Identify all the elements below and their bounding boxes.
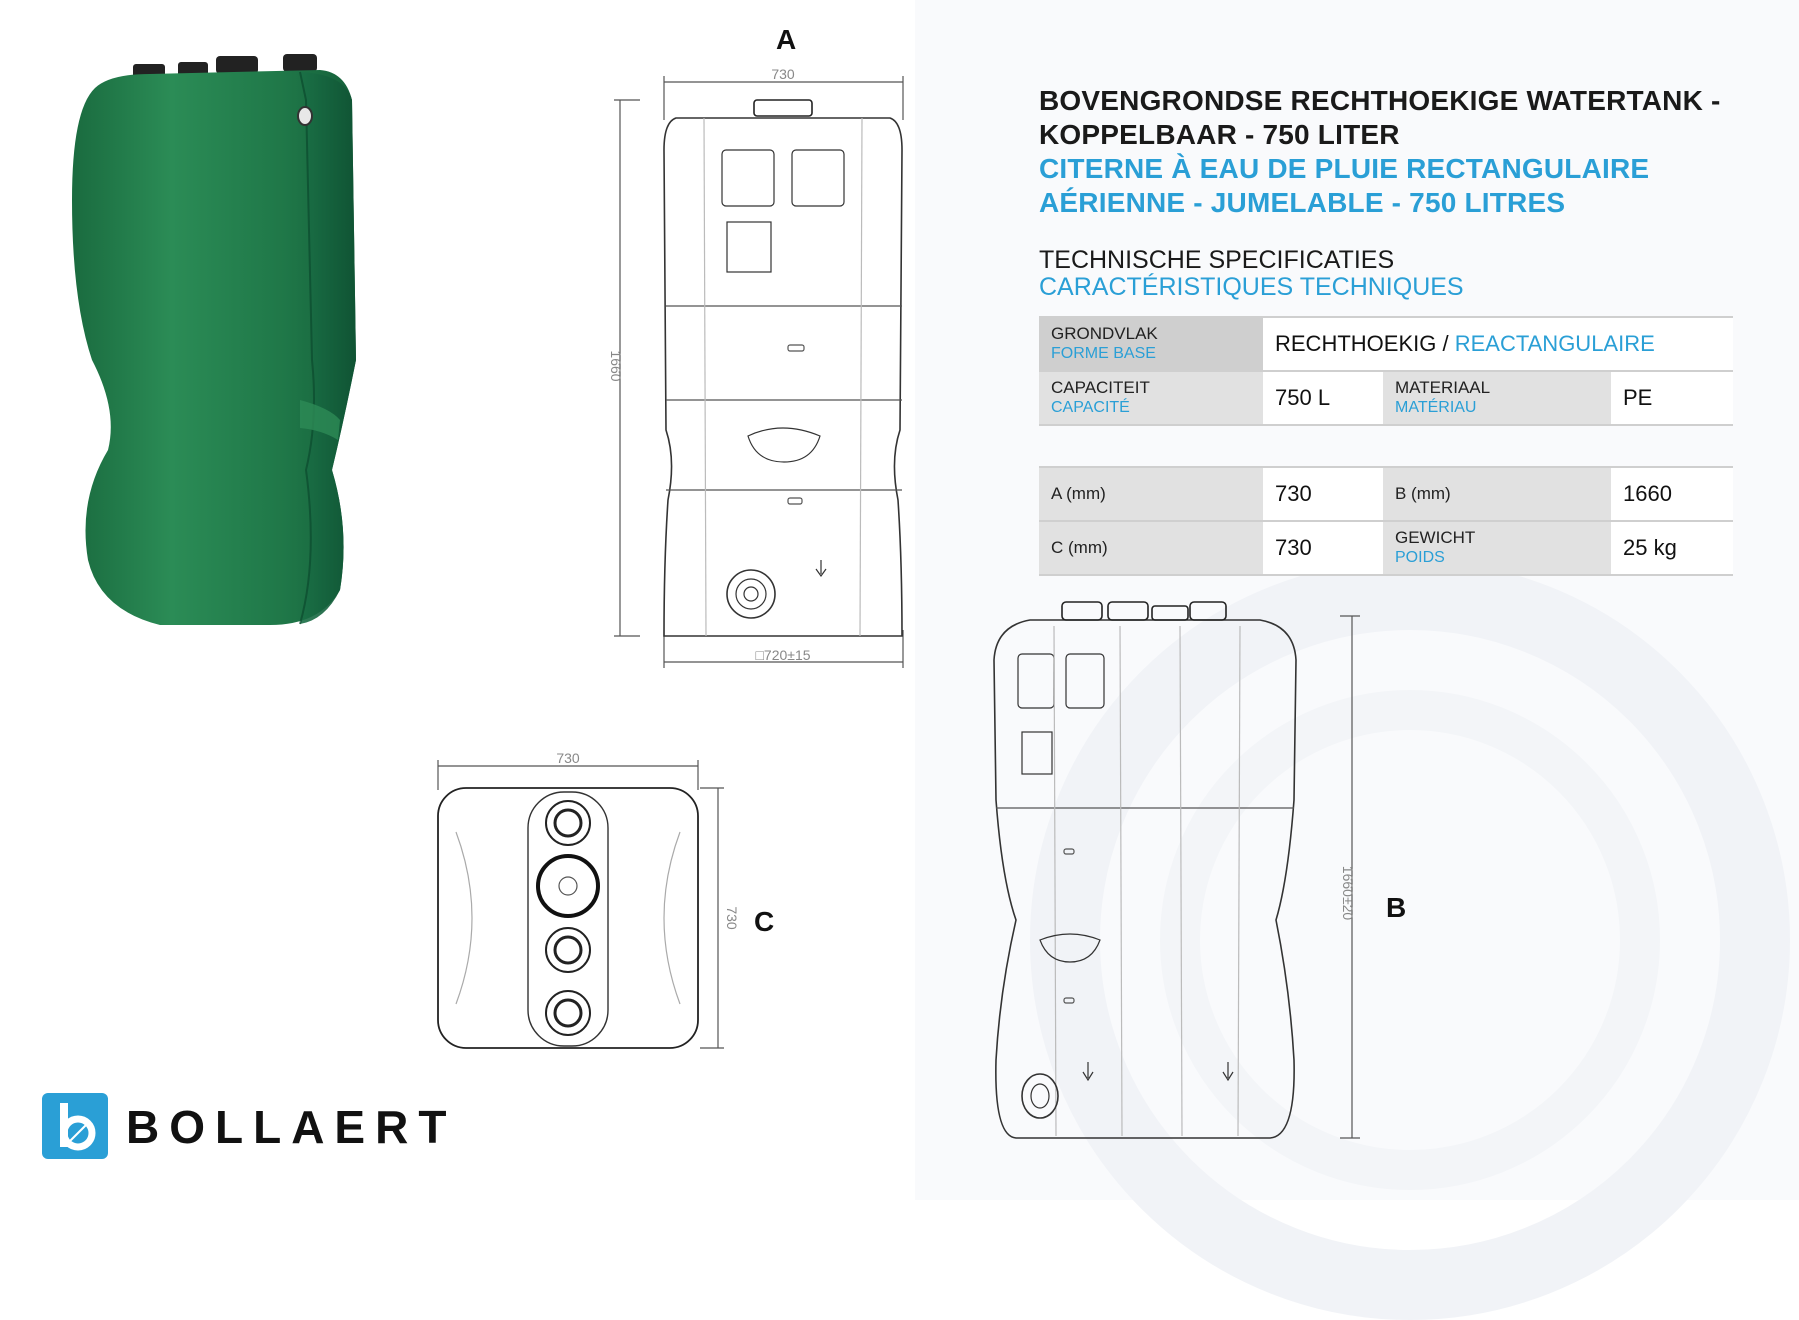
capaciteit-label: CAPACITEIT CAPACITÉ [1039, 371, 1263, 425]
b-value: 1660 [1611, 467, 1733, 521]
a-label: A (mm) [1039, 467, 1263, 521]
materiaal-label: MATERIAAL MATÉRIAU [1383, 371, 1611, 425]
gewicht-label: GEWICHT POIDS [1383, 521, 1611, 575]
c-value: 730 [1263, 521, 1383, 575]
spec-table-general [1039, 316, 1733, 426]
drawing-b-perspective-view [994, 602, 1360, 1138]
drawing-a-front-view [614, 76, 903, 668]
brand-name: BOLLAERT [126, 1101, 457, 1153]
table-row [1039, 317, 1733, 371]
drawing-label-c: C [754, 906, 775, 937]
drawing-label-a: A [776, 24, 797, 55]
title-french: CITERNE À EAU DE PLUIE RECTANGULAIRE AÉRIENNE - JUMELABLE - 750 LITRES [1039, 153, 1650, 218]
table-row [1039, 467, 1733, 521]
dim-a-base: □720±15 [755, 647, 811, 663]
a-value: 730 [1263, 467, 1383, 521]
b-label: B (mm) [1383, 467, 1611, 521]
bollaert-logo-icon [42, 1093, 108, 1159]
specs-heading-dutch: TECHNISCHE SPECIFICATIES [1039, 246, 1395, 274]
materiaal-value: PE [1611, 371, 1733, 425]
table-row [1039, 371, 1733, 425]
dim-c-side: 730 [724, 906, 740, 930]
spec-table-dimensions [1039, 466, 1733, 576]
drawing-c-top-view [438, 760, 724, 1048]
gewicht-value: 25 kg [1611, 521, 1733, 575]
specs-heading-french: CARACTÉRISTIQUES TECHNIQUES [1039, 273, 1464, 301]
capaciteit-value: 750 L [1263, 371, 1383, 425]
dim-a-top: 730 [771, 66, 795, 82]
green-tank-photo [72, 54, 356, 625]
table-row [1039, 521, 1733, 575]
title-dutch: BOVENGRONDSE RECHTHOEKIGE WATERTANK - KOPPELBAAR - 750 LITER [1039, 85, 1721, 150]
dim-a-height: 1660 [608, 350, 624, 382]
c-label: C (mm) [1039, 521, 1263, 575]
grondvlak-label: GRONDVLAK FORME BASE [1039, 317, 1263, 371]
dim-c-top: 730 [556, 750, 580, 766]
grondvlak-value: RECHTHOEKIG / REACTANGULAIRE [1263, 317, 1733, 371]
dim-b-height: 1660±20 [1340, 865, 1356, 921]
drawing-label-b: B [1386, 892, 1407, 923]
